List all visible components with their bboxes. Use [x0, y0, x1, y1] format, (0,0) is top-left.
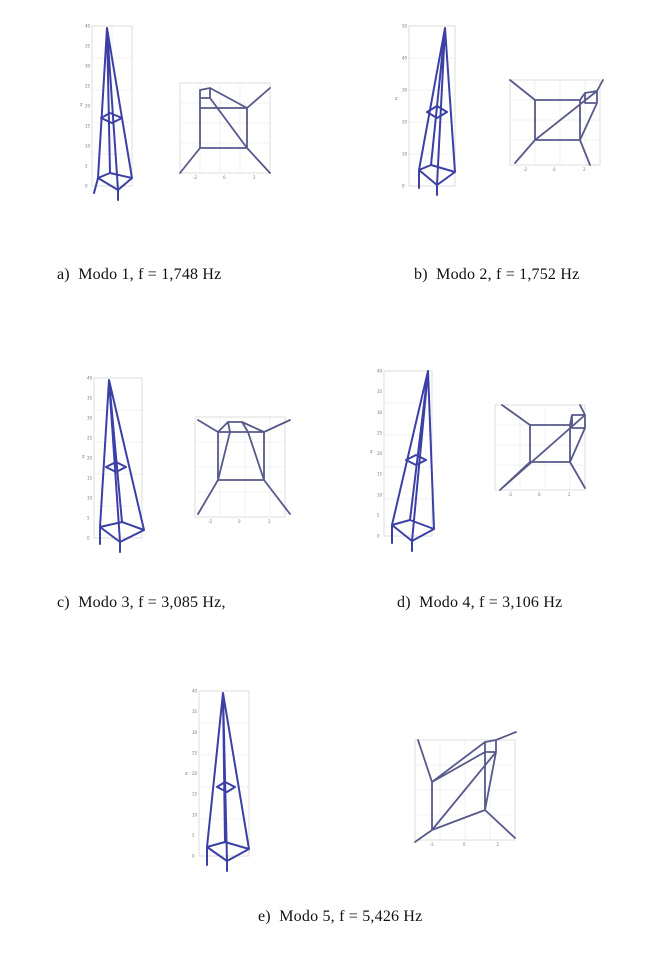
- plan-mode-shape-e: [415, 732, 516, 842]
- caption-label-e: e): [258, 908, 271, 925]
- tower-tick-label: 10: [377, 492, 383, 498]
- tower-axis-label-e: z: [185, 771, 188, 777]
- tower-mode-shape-e: [207, 693, 249, 871]
- tower-tick-label: 40: [192, 688, 198, 694]
- tower-tick-label: 0: [402, 183, 405, 189]
- plan-tick-label: -2: [208, 519, 212, 524]
- tower-axis-label-b: z: [395, 96, 398, 102]
- caption-b: [414, 266, 579, 284]
- plan-tick-label: 2: [583, 167, 586, 172]
- tower-tick-label: 25: [192, 750, 198, 756]
- tower-tick-label: 30: [85, 63, 91, 69]
- caption-label-a: a): [57, 266, 70, 283]
- plan-tick-label: 2: [568, 492, 571, 497]
- tower-tick-label: 10: [85, 143, 91, 149]
- tower-tick-label: 20: [377, 451, 383, 456]
- tower-tick-label: 5: [377, 512, 380, 518]
- plan-tick-label: 0: [463, 842, 466, 847]
- tower-tick-label: 15: [192, 791, 198, 797]
- tower-tick-label: 0: [87, 535, 90, 541]
- tower-tick-labels-d: [377, 369, 383, 539]
- plan-tick-labels-e: [430, 842, 500, 847]
- tower-tick-label: 40: [402, 55, 408, 61]
- tower-tick-label: 15: [377, 471, 383, 477]
- tower-plot-e: [185, 685, 265, 885]
- plan-tick-label: -2: [193, 175, 197, 180]
- tower-tick-label: 40: [87, 375, 93, 381]
- tower-tick-label: 10: [192, 812, 198, 818]
- tower-plot-d: [370, 365, 445, 565]
- caption-text-e: Modo 5, f = 5,426 Hz: [279, 908, 423, 925]
- tower-tick-label: 20: [402, 119, 408, 125]
- caption-text-d: Modo 4, f = 3,106 Hz: [419, 594, 563, 611]
- tower-axis-label-d: z: [370, 449, 373, 455]
- plan-tick-label: 0: [238, 519, 241, 524]
- tower-tick-label: 15: [87, 475, 93, 481]
- plan-tick-labels-d: [508, 492, 571, 497]
- plan-tick-labels-b: [523, 167, 586, 172]
- tower-tick-label: 5: [85, 163, 88, 169]
- tower-tick-label: 25: [377, 430, 383, 436]
- caption-label-d: d): [397, 594, 411, 611]
- caption-e: [258, 908, 422, 926]
- tower-plot-b: [395, 20, 475, 210]
- plan-plot-b: [505, 75, 615, 175]
- tower-tick-label: 10: [402, 151, 408, 157]
- figure-e: [0, 670, 650, 961]
- plan-tick-label: -2: [429, 842, 434, 847]
- caption-d: [397, 594, 562, 612]
- tower-tick-label: 35: [192, 709, 198, 715]
- tower-tick-label: 30: [87, 415, 93, 421]
- tower-axis-label-a: z: [80, 102, 83, 108]
- tower-tick-label: 5: [87, 515, 90, 521]
- caption-text-b: Modo 2, f = 1,752 Hz: [436, 266, 580, 283]
- tower-mode-shape-d: [392, 371, 434, 551]
- plan-tick-label: 0: [553, 167, 556, 172]
- tower-tick-label: 20: [192, 771, 198, 776]
- tower-tick-labels-e: [192, 689, 198, 859]
- tower-tick-label: 10: [87, 495, 93, 501]
- plan-plot-e: [410, 730, 525, 850]
- caption-text-a: Modo 1, f = 1,748 Hz: [78, 266, 222, 283]
- tower-tick-label: 35: [87, 395, 93, 401]
- tower-tick-label: 0: [85, 183, 88, 189]
- plan-tick-label: 2: [253, 175, 256, 180]
- tower-tick-label: 35: [85, 43, 91, 49]
- tower-tick-label: 20: [87, 455, 93, 461]
- tower-tick-label: 25: [87, 435, 93, 441]
- tower-tick-label: 25: [85, 83, 91, 89]
- tower-tick-label: 30: [402, 87, 408, 93]
- tower-tick-label: 40: [85, 23, 91, 29]
- tower-tick-label: 0: [192, 853, 195, 859]
- plan-tick-label: 0: [538, 492, 541, 497]
- tower-tick-label: 0: [377, 533, 380, 539]
- tower-tick-label: 30: [192, 729, 198, 735]
- caption-label-c: c): [57, 594, 70, 611]
- plan-mode-shape-d: [500, 405, 585, 490]
- tower-mode-shape-b: [419, 28, 455, 195]
- plan-tick-label: 2: [268, 519, 271, 524]
- tower-tick-label: 30: [377, 409, 383, 415]
- plan-tick-label: 2: [496, 842, 499, 847]
- tower-tick-label: 20: [85, 103, 91, 109]
- tower-tick-label: 35: [377, 389, 383, 395]
- figure-b: [0, 0, 650, 300]
- caption-label-b: b): [414, 266, 428, 283]
- tower-tick-label: 15: [85, 123, 91, 129]
- plan-mode-shape-b: [510, 80, 603, 165]
- plan-tick-label: -2: [508, 492, 512, 497]
- tower-tick-labels-b: [402, 24, 408, 189]
- tower-tick-label: 50: [402, 23, 408, 29]
- plan-tick-label: 0: [223, 175, 226, 180]
- plan-tick-label: -2: [523, 167, 527, 172]
- caption-text-c: Modo 3, f = 3,085 Hz,: [78, 594, 226, 611]
- tower-axis-label-c: z: [82, 454, 85, 460]
- tower-tick-label: 40: [377, 368, 383, 374]
- plan-plot-d: [490, 400, 600, 500]
- tower-tick-label: 5: [192, 832, 195, 838]
- figure-d: [0, 340, 650, 640]
